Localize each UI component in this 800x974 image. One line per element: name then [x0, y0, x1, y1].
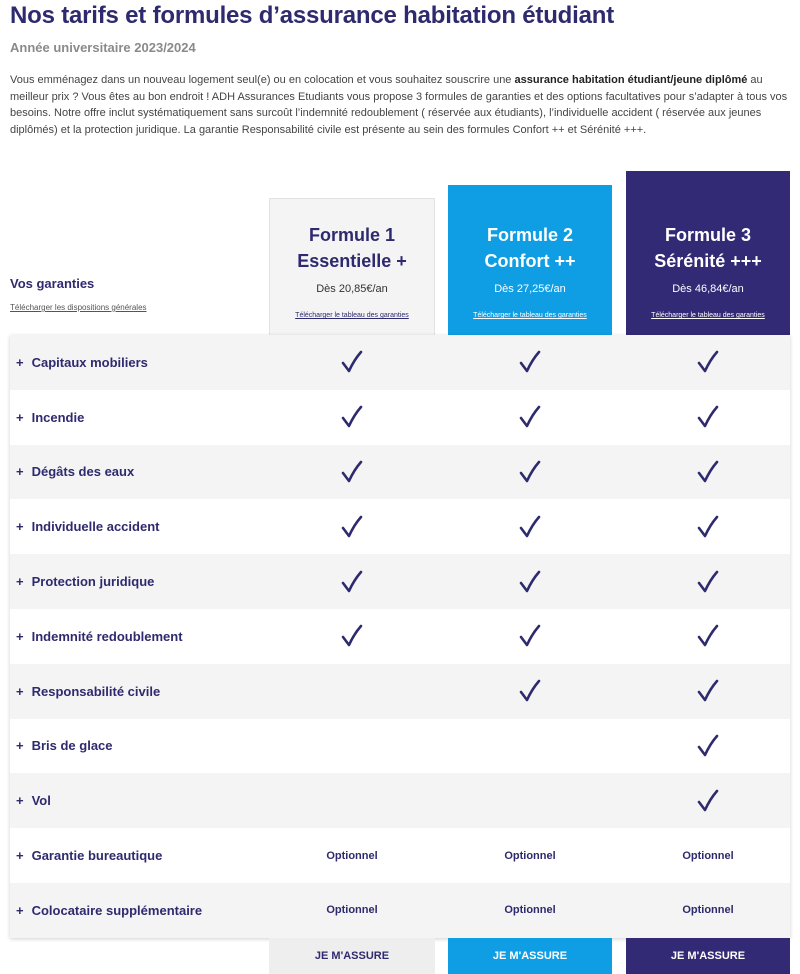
guarantee-cell-formule-3	[626, 499, 790, 554]
plan-name	[626, 222, 790, 274]
check-icon	[697, 789, 719, 813]
guarantee-label[interactable]	[16, 410, 84, 425]
guarantee-label[interactable]	[16, 574, 154, 589]
guarantee-cell-formule-1	[269, 719, 435, 774]
check-icon	[341, 405, 363, 429]
plan-tier: Essentielle +	[297, 251, 407, 271]
guarantee-row	[10, 883, 790, 938]
guarantee-row	[10, 445, 790, 500]
plan-tier: Sérénité +++	[654, 251, 762, 271]
guarantee-label[interactable]	[16, 903, 202, 918]
guarantee-row	[10, 390, 790, 445]
guarantee-label-text: Garantie bureautique	[31, 848, 163, 864]
download-guarantees-table-link[interactable]: Télécharger le tableau des garanties	[295, 312, 409, 319]
plan-number: Formule 1	[308, 225, 396, 245]
guarantee-cell-formule-3	[626, 883, 790, 938]
guarantee-row	[10, 773, 790, 828]
plus-icon: +	[16, 519, 24, 535]
optional-label: Optionnel	[682, 849, 734, 862]
guarantee-cell-formule-3	[626, 335, 790, 390]
intro-text-2: au meilleur prix ? Vous êtes au bon endroit ! ADH Assurances Etudiants vous propose 3 formules de garanties et des options facultatives pour s’adapter à tous vos besoins. Notre offre inclut systématiquement sans surcoût l’indemnité redoublement ( réservée aux étudiants), l’individuelle accident ( réservée aux jeunes diplômés) et la protection juridique. La garantie Responsabilité civile est présente au sein des formules Confort ++ et Sérénité +++.	[10, 74, 788, 136]
plan-name	[270, 222, 434, 274]
guarantee-label-text: Protection juridique	[31, 574, 155, 590]
guarantee-row	[10, 828, 790, 883]
guarantee-label-text: Dégâts des eaux	[31, 464, 135, 480]
check-icon	[341, 624, 363, 648]
guarantee-cell-formule-1	[269, 664, 435, 719]
guarantee-row	[10, 335, 790, 390]
check-icon	[341, 515, 363, 539]
guarantee-cell-formule-2	[448, 828, 612, 883]
guarantee-label-text: Indemnité redoublement	[31, 628, 183, 644]
download-guarantees-table-link[interactable]: Télécharger le tableau des garanties	[651, 312, 765, 319]
guarantee-label[interactable]	[16, 355, 148, 370]
plan-card-formule-3	[626, 171, 790, 335]
check-icon	[341, 350, 363, 374]
guarantee-label-text: Incendie	[31, 409, 85, 425]
guarantee-cell-formule-2	[448, 719, 612, 774]
check-icon	[697, 570, 719, 594]
check-icon	[697, 624, 719, 648]
plus-icon: +	[16, 683, 24, 699]
intro-paragraph	[10, 72, 790, 138]
guarantee-row	[10, 554, 790, 609]
optional-label: Optionnel	[504, 904, 556, 917]
guarantee-cell-formule-2	[448, 773, 612, 828]
download-general-conditions-link[interactable]: Télécharger les dispositions générales	[10, 303, 147, 312]
check-icon	[341, 460, 363, 484]
subscribe-button-formule-2[interactable]: JE M'ASSURE	[448, 938, 612, 974]
plan-price: Dès 46,84€/an	[672, 283, 744, 295]
guarantee-cell-formule-1	[269, 445, 435, 500]
check-icon	[697, 515, 719, 539]
check-icon	[697, 734, 719, 758]
guarantee-label-text: Vol	[31, 793, 51, 809]
check-icon	[519, 350, 541, 374]
guarantee-label[interactable]	[16, 848, 162, 863]
guarantee-cell-formule-3	[626, 719, 790, 774]
check-icon	[519, 570, 541, 594]
plus-icon: +	[16, 902, 24, 918]
plus-icon: +	[16, 409, 24, 425]
guarantee-cell-formule-3	[626, 554, 790, 609]
guarantee-cell-formule-2	[448, 609, 612, 664]
plan-number: Formule 2	[486, 225, 574, 245]
plan-card-formule-2	[448, 185, 612, 335]
guarantee-cell-formule-1	[269, 828, 435, 883]
guarantee-row	[10, 609, 790, 664]
guarantee-label-text: Responsabilité civile	[31, 683, 161, 699]
intro-text-1: Vous emménagez dans un nouveau logement seul(e) ou en colocation et vous souhaitez souscrire une	[10, 74, 515, 86]
optional-label: Optionnel	[504, 849, 556, 862]
guarantee-cell-formule-1	[269, 609, 435, 664]
guarantee-row	[10, 719, 790, 774]
check-icon	[519, 624, 541, 648]
plus-icon: +	[16, 574, 24, 590]
check-icon	[519, 405, 541, 429]
guarantee-label-text: Individuelle accident	[31, 519, 160, 535]
guarantee-row	[10, 499, 790, 554]
guarantee-cell-formule-3	[626, 609, 790, 664]
check-icon	[697, 350, 719, 374]
guarantee-label[interactable]	[16, 793, 51, 808]
guarantee-cell-formule-2	[448, 390, 612, 445]
check-icon	[697, 405, 719, 429]
plus-icon: +	[16, 848, 24, 864]
check-icon	[519, 460, 541, 484]
page-subtitle: Année universitaire 2023/2024	[10, 40, 196, 55]
guarantee-label-text: Bris de glace	[31, 738, 113, 754]
check-icon	[519, 679, 541, 703]
plus-icon: +	[16, 354, 24, 370]
plan-name	[448, 222, 612, 274]
plus-icon: +	[16, 793, 24, 809]
guarantee-label-text: Capitaux mobiliers	[31, 354, 148, 370]
optional-label: Optionnel	[326, 849, 378, 862]
plus-icon: +	[16, 738, 24, 754]
guarantee-row	[10, 664, 790, 719]
guarantee-label[interactable]	[16, 738, 113, 753]
guarantee-cell-formule-1	[269, 499, 435, 554]
guarantee-label-text: Colocataire supplémentaire	[31, 902, 203, 918]
guarantee-cell-formule-3	[626, 828, 790, 883]
guarantee-label[interactable]	[16, 684, 160, 699]
plan-card-formule-1	[269, 198, 435, 335]
check-icon	[341, 570, 363, 594]
guarantee-cell-formule-1	[269, 390, 435, 445]
guarantee-label[interactable]	[16, 464, 134, 479]
guarantee-cell-formule-1	[269, 335, 435, 390]
guarantees-table	[10, 335, 790, 938]
guarantee-cell-formule-1	[269, 883, 435, 938]
guarantee-cell-formule-2	[448, 883, 612, 938]
page-title: Nos tarifs et formules d’assurance habitation étudiant	[10, 2, 614, 29]
guarantee-cell-formule-2	[448, 335, 612, 390]
guarantee-cell-formule-2	[448, 664, 612, 719]
plan-price: Dès 27,25€/an	[494, 283, 566, 295]
subscribe-button-formule-3[interactable]: JE M'ASSURE	[626, 938, 790, 974]
optional-label: Optionnel	[326, 904, 378, 917]
download-guarantees-table-link[interactable]: Télécharger le tableau des garanties	[473, 312, 587, 319]
guarantee-cell-formule-1	[269, 554, 435, 609]
garanties-heading: Vos garanties	[10, 276, 95, 291]
check-icon	[697, 460, 719, 484]
guarantee-label[interactable]	[16, 629, 183, 644]
guarantee-cell-formule-3	[626, 664, 790, 719]
plan-number: Formule 3	[664, 225, 752, 245]
optional-label: Optionnel	[682, 904, 734, 917]
guarantee-cell-formule-2	[448, 499, 612, 554]
check-icon	[519, 515, 541, 539]
plan-price: Dès 20,85€/an	[316, 283, 388, 295]
check-icon	[697, 679, 719, 703]
subscribe-button-formule-1[interactable]: JE M'ASSURE	[269, 938, 435, 974]
plus-icon: +	[16, 628, 24, 644]
intro-text-bold: assurance habitation étudiant/jeune diplômé	[514, 74, 748, 86]
plan-tier: Confort ++	[484, 251, 576, 271]
guarantee-label[interactable]	[16, 519, 159, 534]
plus-icon: +	[16, 464, 24, 480]
guarantee-cell-formule-2	[448, 554, 612, 609]
guarantee-cell-formule-3	[626, 773, 790, 828]
guarantee-cell-formule-3	[626, 445, 790, 500]
guarantee-cell-formule-1	[269, 773, 435, 828]
guarantee-cell-formule-2	[448, 445, 612, 500]
guarantee-cell-formule-3	[626, 390, 790, 445]
